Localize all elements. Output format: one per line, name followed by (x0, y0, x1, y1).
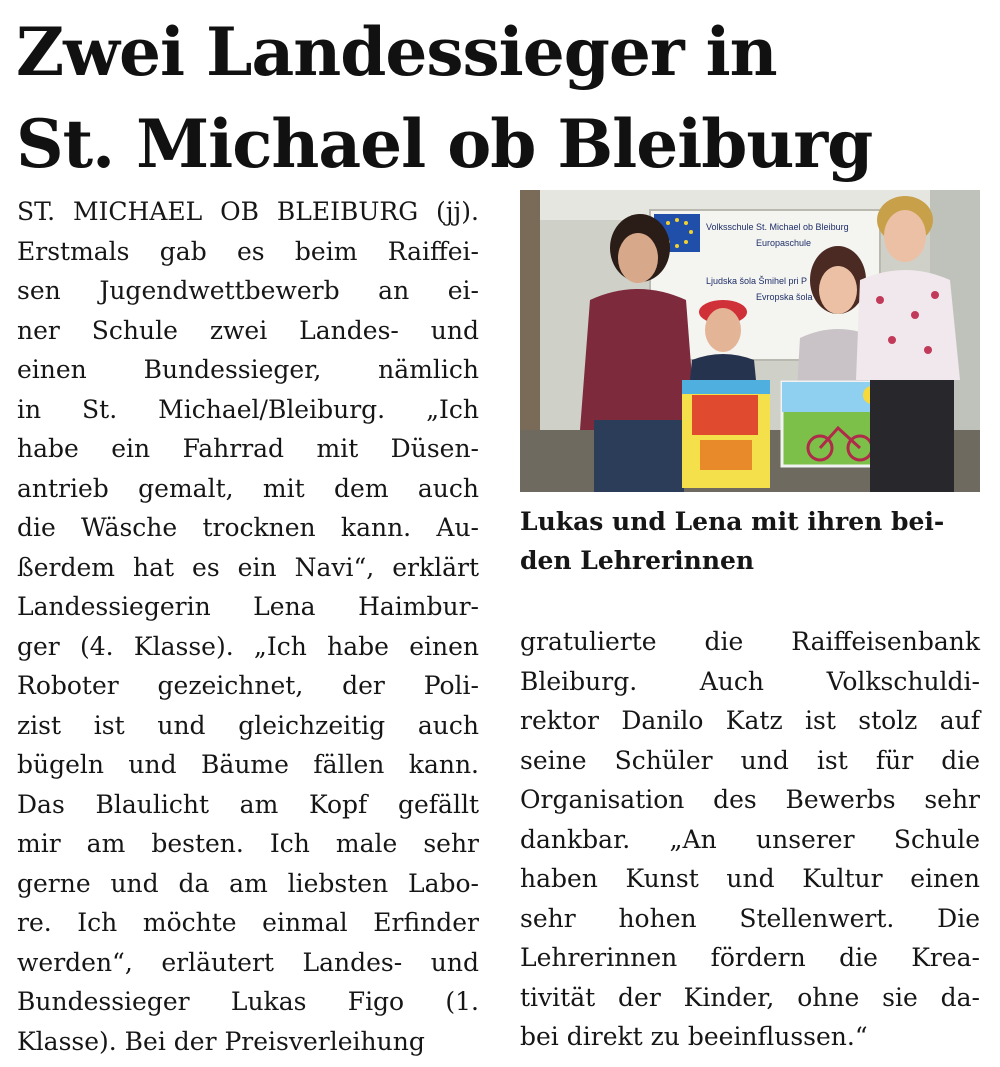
text-line: ßerdem hat es ein Navi“, erklärt (17, 552, 479, 582)
headline-line-2: St. Michael ob Bleiburg (16, 105, 873, 183)
text-line: antrieb gemalt, mit dem auch (17, 473, 479, 503)
article-column-left (17, 192, 479, 1061)
text-line: ST. MICHAEL OB BLEIBURG (jj). (17, 197, 479, 226)
text-line: Klasse). Bei der Preisverleihung (17, 1026, 425, 1056)
text-line: Landessiegerin Lena Haimbur- (17, 592, 479, 621)
text-line: einen Bundessieger, nämlich (17, 355, 479, 384)
text-line: Roboter gezeichnet, der Poli- (17, 671, 479, 700)
text-line: mir am besten. Ich male sehr (17, 829, 479, 858)
text-line: bügeln und Bäume fällen kann. (17, 750, 479, 779)
text-line: sehr hohen Stellenwert. Die (520, 903, 980, 933)
text-line: zist ist und gleichzeitig auch (17, 710, 479, 740)
text-line: Organisation des Bewerbs sehr (520, 785, 980, 814)
caption-line: den Lehrerinnen (520, 546, 755, 575)
text-line: in St. Michael/Bleiburg. „Ich (17, 394, 479, 424)
text-line: Bundessieger Lukas Figo (1. (17, 987, 479, 1016)
text-line: dankbar. „An unserer Schule (520, 824, 980, 854)
headline-line-1: Zwei Landessieger in (16, 13, 777, 91)
sign-text: Ljudska šola Šmihel pri P (706, 276, 808, 286)
text-line: Das Blaulicht am Kopf gefällt (17, 789, 479, 819)
caption-text: Lena mit ihren bei- (665, 507, 945, 536)
text-line: seine Schüler und ist für die (520, 745, 980, 775)
sign-text: Volksschule St. Michael ob Bleiburg (706, 222, 849, 232)
text-line: gerne und da am liebsten Labo- (17, 868, 479, 898)
caption-line (520, 502, 980, 541)
text-line: tivität der Kinder, ohne sie da- (520, 982, 980, 1012)
photo-illustration (520, 190, 980, 492)
text-line: Bleiburg. Auch Volkschuldi- (520, 666, 980, 696)
text-line: ger (4. Klasse). „Ich habe einen (17, 631, 479, 661)
text-line: werden“, erläutert Landes- und (17, 947, 479, 977)
text-line: re. Ich möchte einmal Erfinder (17, 908, 479, 937)
article-column-right (520, 622, 980, 1057)
photo-caption (520, 502, 980, 580)
text-line: die Wäsche trocknen kann. Au- (17, 513, 479, 542)
caption-bold: Lukas und (520, 507, 666, 536)
article-headline (16, 6, 986, 190)
text-line: sen Jugendwettbewerb an ei- (17, 276, 479, 305)
text-line: Erstmals gab es beim Raiffei- (17, 236, 479, 266)
text-line: Lehrerinnen fördern die Krea- (520, 943, 980, 972)
article-photo (520, 190, 980, 492)
text-line: bei direkt zu beeinflussen.“ (520, 1022, 868, 1051)
sign-text: Europaschule (756, 238, 812, 248)
text-line: habe ein Fahrrad mit Düsen- (17, 434, 479, 463)
text-line: haben Kunst und Kultur einen (520, 864, 980, 893)
text-line: gratulierte die Raiffeisenbank (520, 627, 980, 656)
sign-text: Evropska šola (756, 292, 813, 302)
text-line: ner Schule zwei Landes- und (17, 315, 479, 345)
text-line: rektor Danilo Katz ist stolz auf (520, 706, 980, 735)
